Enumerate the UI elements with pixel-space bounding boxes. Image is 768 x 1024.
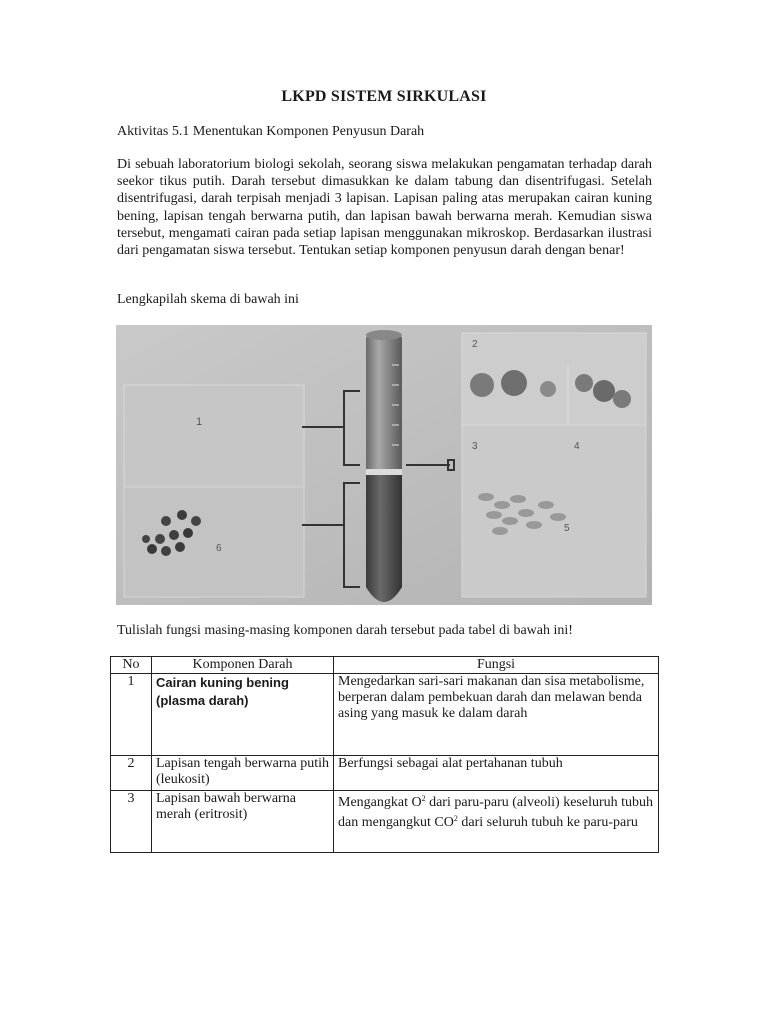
function-cell: Berfungsi sebagai alat pertahanan tubuh <box>334 756 659 791</box>
figure-label-6: 6 <box>216 543 222 554</box>
figure-label-4: 4 <box>574 441 580 452</box>
row-number: 3 <box>111 791 152 853</box>
scenario-paragraph: Di sebuah laboratorium biologi sekolah, seorang siswa melakukan pengamatan terhadap darah seekor tikus putih. Darah tersebut dimasukkan ke dalam tabung dan disentrifugasi. Setelah disentrifugasi, darah terpisah menjadi 3 lapisan. Lapisan paling atas merupakan cairan kuning bening, lapisan tengah berwarna putih, dan lapisan bawah berwarna merah. Kemudian siswa tersebut, mengamati cairan pada setiap lapisan menggunakan mikroskop. Berdasarkan ilustrasi dari pengamatan siswa tersebut. Tentukan setiap komponen penyusun darah dengan benar! <box>117 157 652 259</box>
page-title: LKPD SISTEM SIRKULASI <box>281 88 487 105</box>
label-box-1 <box>124 385 304 495</box>
diagram-illustration <box>116 325 652 605</box>
figure-label-5: 5 <box>564 523 570 534</box>
subscript-2: 2 <box>453 814 458 823</box>
table-header-row <box>111 657 659 674</box>
figure-label-3: 3 <box>472 441 478 452</box>
row-number: 2 <box>111 756 152 791</box>
function-table <box>110 656 659 853</box>
header-function: Fungsi <box>334 657 659 674</box>
table-instruction: Tulislah fungsi masing-masing komponen darah tersebut pada tabel di bawah ini! <box>117 623 573 638</box>
header-component: Komponen Darah <box>152 657 334 674</box>
activity-heading: Aktivitas 5.1 Menentukan Komponen Penyusun Darah <box>117 124 425 139</box>
test-tube <box>366 330 402 602</box>
centrifuge-diagram-photo <box>116 325 652 605</box>
figure-label-2: 2 <box>472 339 478 350</box>
component-cell: Cairan kuning bening (plasma darah) <box>152 674 334 756</box>
function-text-1: Mengangkat O <box>338 795 422 810</box>
function-cell <box>334 791 659 853</box>
figure-label-1: 1 <box>196 416 203 428</box>
function-cell: Mengedarkan sari-sari makanan dan sisa metabolisme, berperan dalam pembekuan darah dan melawan benda asing yang masuk ke dalam darah <box>334 674 659 756</box>
header-no: No <box>111 657 152 674</box>
erythrocyte-box <box>462 425 646 597</box>
leukocyte-box <box>124 487 304 597</box>
subscript-2: 2 <box>421 794 426 803</box>
component-cell: Lapisan tengah berwarna putih (leukosit) <box>152 756 334 791</box>
table-row <box>111 756 659 791</box>
row-number: 1 <box>111 674 152 756</box>
scheme-instruction: Lengkapilah skema di bawah ini <box>117 292 299 307</box>
component-cell: Lapisan bawah berwarna merah (eritrosit) <box>152 791 334 853</box>
table-row <box>111 791 659 853</box>
table-row <box>111 674 659 756</box>
function-text-3: dari seluruh tubuh ke paru-paru <box>457 815 638 830</box>
function-text-2: dari paru-paru (alveoli) keseluruh tubuh dan mengangkut CO <box>338 795 654 830</box>
